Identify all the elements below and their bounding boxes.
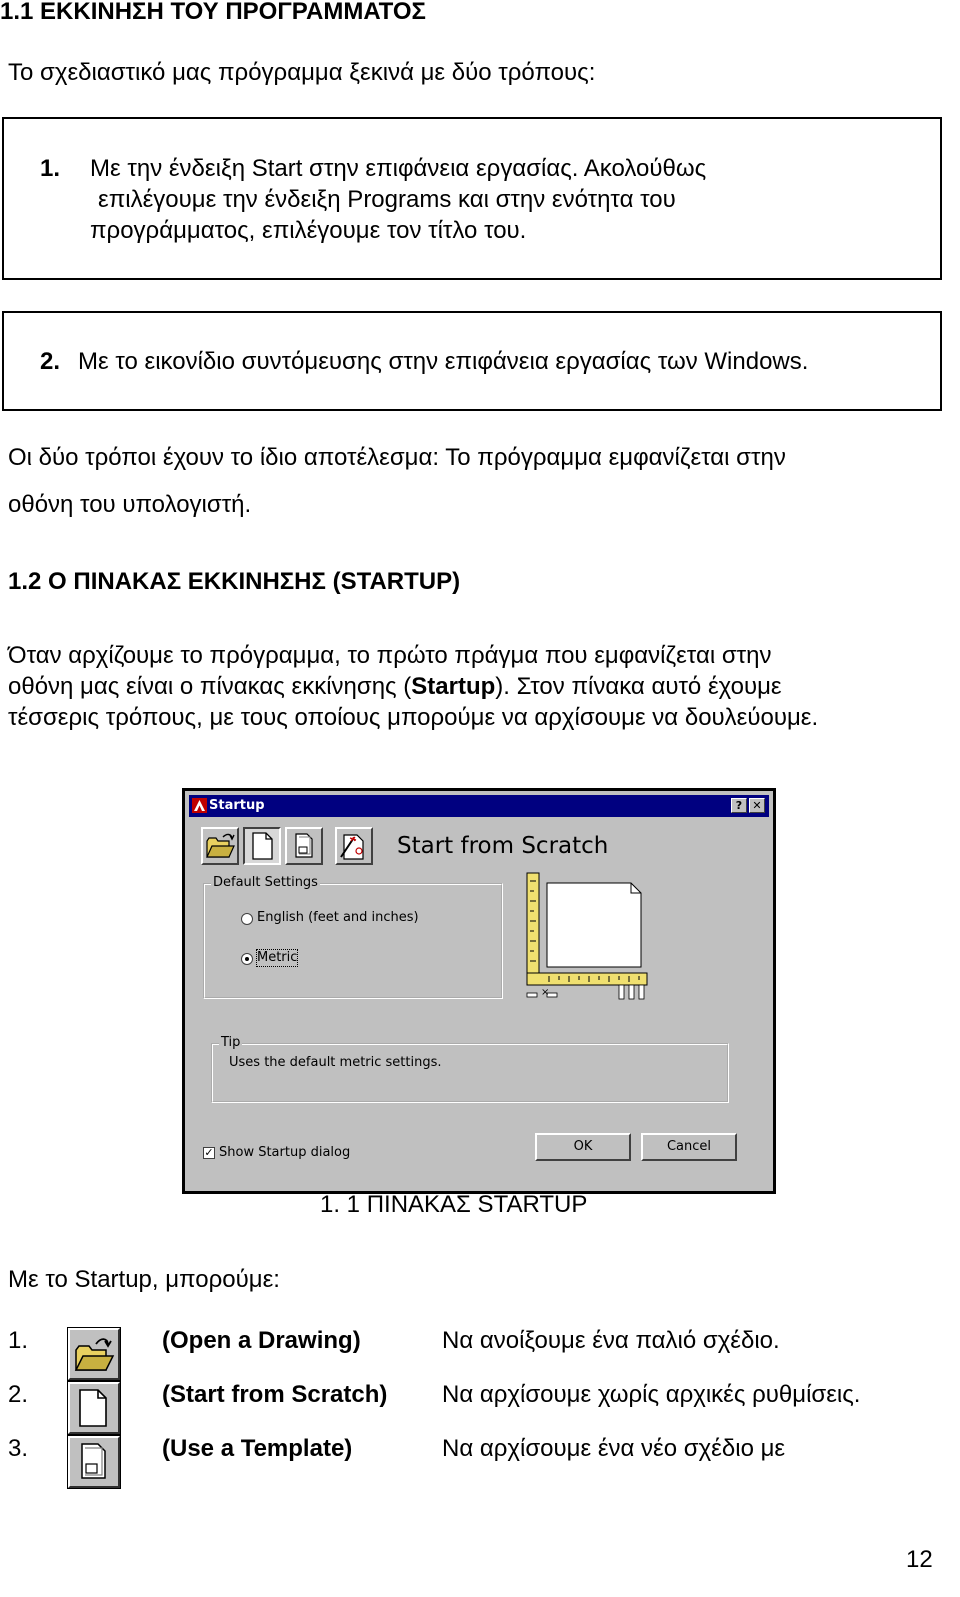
blank-page-icon [245, 829, 279, 863]
list-intro: Με το Startup, μπορούμε: [8, 1266, 280, 1293]
use-template-tool[interactable] [285, 827, 323, 865]
intro-text: Το σχεδιαστικό μας πρόγραμμα ξεκινά με δύο τρόπους: [8, 59, 596, 86]
open-folder-icon [203, 829, 237, 863]
startup-term: Startup [411, 673, 496, 700]
default-settings-group [203, 883, 503, 999]
tip-label: Tip [221, 1035, 241, 1050]
result-line-1: Οι δύο τρόποι έχουν το ίδιο αποτέλεσμα: Το πρόγραμμα εμφανίζεται στην [8, 444, 786, 471]
option-3-description: Να αρχίσουμε ένα νέο σχέδιο με [442, 1435, 786, 1462]
tip-text: Uses the default metric settings. [229, 1055, 442, 1070]
method-1-line-1: Με την ένδειξη Start στην επιφάνεια εργασίας. Ακολούθως [90, 155, 707, 182]
template-page-icon [287, 829, 321, 863]
paragraph-line-2-end: ). Στον πίνακα αυτό έχουμε [495, 673, 782, 700]
paragraph-line-2 [8, 672, 782, 702]
figure-caption: 1. 1 ΠΙΝΑΚΑΣ STARTUP [320, 1191, 588, 1218]
option-2-label: (Start from Scratch) [162, 1381, 388, 1408]
method-box-1 [2, 117, 942, 280]
option-3-label: (Use a Template) [162, 1435, 353, 1462]
option-1-label: (Open a Drawing) [162, 1327, 361, 1354]
close-button[interactable]: ✕ [749, 798, 765, 813]
metric-radio[interactable] [241, 953, 253, 965]
dialog-title: Startup [209, 798, 265, 813]
help-button[interactable]: ? [731, 798, 747, 813]
method-1-line-2: επιλέγουμε την ένδειξη Programs και στην ενότητα του [98, 186, 676, 213]
use-wizard-tool[interactable] [335, 827, 373, 865]
option-1-description: Να ανοίξουμε ένα παλιό σχέδιο. [442, 1327, 780, 1354]
result-line-2: οθόνη του υπολογιστή. [8, 491, 252, 518]
paragraph-line-1: Όταν αρχίζουμε το πρόγραμμα, το πρώτο πράγμα που εμφανίζεται στην [8, 642, 772, 669]
ok-button[interactable]: OK [535, 1133, 631, 1161]
wizard-icon [337, 829, 371, 863]
startup-dialog [189, 795, 769, 1187]
metric-label[interactable]: Metric [257, 950, 298, 965]
option-2-number: 2. [8, 1381, 29, 1408]
method-1-line-3: προγράμματος, επιλέγουμε τον τίτλο του. [90, 217, 527, 244]
option-1-number: 1. [8, 1327, 29, 1354]
paragraph-line-3: τέσσερις τρόπους, με τους οποίους μπορούμε να αρχίσουμε να δουλεύουμε. [8, 704, 819, 731]
cancel-button[interactable]: Cancel [641, 1133, 737, 1161]
method-2-number: 2. [40, 348, 61, 375]
default-settings-label: Default Settings [213, 875, 318, 890]
show-startup-checkbox[interactable]: ✓ [204, 1146, 214, 1159]
template-page-icon [70, 1438, 118, 1486]
dialog-heading: Start from Scratch [397, 833, 609, 859]
method-2-text: Με το εικονίδιο συντόμευσης στην επιφάνεια εργασίας των Windows. [78, 348, 809, 375]
option-3-icon-box [68, 1436, 120, 1488]
option-2-description: Να αρχίσουμε χωρίς αρχικές ρυθμίσεις. [442, 1381, 861, 1408]
open-drawing-tool[interactable] [201, 827, 239, 865]
metric-radio-dot [245, 957, 249, 961]
method-box-2 [2, 311, 942, 411]
section-heading-startup-panel: 1.2 Ο ΠΙΝΑΚΑΣ ΕΚΚΙΝΗΣΗΣ (STARTUP) [8, 568, 461, 595]
option-3-number: 3. [8, 1435, 29, 1462]
startup-dialog-screenshot [182, 788, 776, 1194]
show-startup-label[interactable]: Show Startup dialog [219, 1145, 351, 1160]
tip-group [211, 1043, 729, 1103]
paragraph-line-2-start: οθόνη μας είναι ο πίνακας εκκίνησης ( [8, 673, 412, 700]
paper-preview-icon [519, 871, 659, 1001]
autocad-logo-icon [192, 798, 207, 813]
dimension-x-label: × [541, 987, 550, 998]
section-heading-startup-program: 1.1 ΕΚΚΙΝΗΣΗ ΤΟΥ ΠΡΟΓΡΑΜΜΑΤΟΣ [0, 0, 426, 25]
start-from-scratch-tool[interactable] [243, 827, 281, 865]
dialog-titlebar [189, 795, 769, 817]
method-1-number: 1. [40, 155, 61, 182]
english-label[interactable]: English (feet and inches) [257, 910, 419, 925]
blank-page-icon [70, 1384, 118, 1432]
english-radio[interactable] [241, 913, 253, 925]
option-1-icon-box [68, 1328, 120, 1380]
open-folder-icon [70, 1330, 118, 1378]
page-number: 12 [906, 1546, 933, 1573]
option-2-icon-box [68, 1382, 120, 1434]
